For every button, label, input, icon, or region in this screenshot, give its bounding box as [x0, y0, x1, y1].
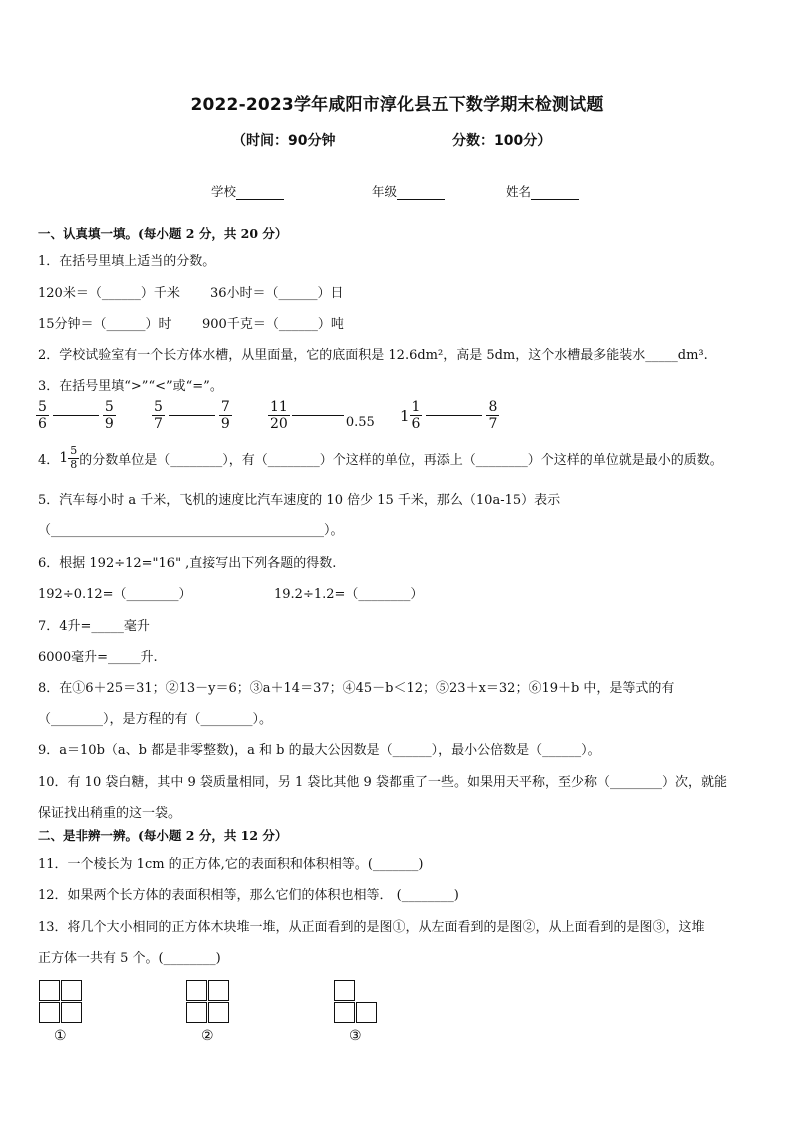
q10-line-2: 保证找出稍重的这一袋。 — [38, 806, 182, 821]
q3-stem: 3．在括号里填“>”“<”或“=”。 — [38, 379, 223, 394]
q8-line-1: 8．在①6＋25＝31；②13－y＝6；③a＋14＝37；④45－b＜12；⑤23＋x＝32；⑥19＋b 中，是等式的有 — [38, 681, 675, 696]
figure-1-front-view — [39, 980, 83, 1024]
q3-p4-right-fraction: $\frac{8}{7}$ — [488, 399, 498, 433]
q3-p1-right-fraction: $\frac{5}{9}$ — [104, 399, 114, 433]
q3-p3-left-fraction: $\frac{11}{20}$ — [270, 399, 288, 433]
grade-blank[interactable] — [397, 199, 445, 200]
q3-p4-left-mixed: 1 $\frac{1}{6}$ — [400, 399, 421, 433]
q3-p4-blank[interactable] — [426, 415, 482, 416]
q2: 2．学校试验室有一个长方体水槽，从里面量，它的底面积是 12.6dm²，高是 5dm，这个水槽最多能装水_____dm³. — [38, 348, 708, 363]
q1-stem: 1．在括号里填上适当的分数。 — [38, 254, 216, 269]
q3-p2-blank[interactable] — [169, 415, 215, 416]
q9: 9．a＝10b（a、b 都是非零整数)，a 和 b 的最大公因数是（______），最小公倍数是（______）。 — [38, 743, 601, 758]
q10-line-1: 10．有 10 袋白糖，其中 9 袋质量相同，另 1 袋比其他 9 袋都重了一些。如果用天平称，至少称（________）次，就能 — [38, 775, 727, 790]
q6-stem: 6．根据 192÷12="16" ,直接写出下列各题的得数. — [38, 556, 337, 571]
q13-line-2: 正方体一共有 5 个。(________) — [38, 951, 221, 966]
q3-pair-3 — [268, 399, 375, 432]
name-label: 姓名 — [506, 184, 532, 199]
q1-b: 36小时＝（______）日 — [210, 286, 344, 301]
q3-p2-right-fraction: $\frac{7}{9}$ — [220, 399, 230, 433]
q3-p1-blank[interactable] — [53, 415, 99, 416]
q7-b: 6000毫升=_____升. — [38, 650, 158, 665]
section-2-heading: 二、是非辨一辨。(每小题 2 分，共 12 分） — [38, 828, 288, 843]
q5-line-2: （__________________________________________）。 — [38, 523, 344, 538]
q11: 11．一个棱长为 1cm 的正方体,它的表面积和体积相等。(_______) — [38, 857, 424, 872]
school-label: 学校 — [211, 184, 237, 199]
q6-a: 192÷0.12=（________） — [38, 587, 192, 602]
q1-d: 900千克＝（______）吨 — [202, 317, 344, 332]
q3-pair-2 — [152, 399, 232, 432]
q4-mixed-number: 1 $\frac{5}{8}$ — [59, 444, 78, 471]
q3-p1-left-fraction: $\frac{5}{6}$ — [38, 399, 47, 433]
exam-score: 分数：100分） — [452, 133, 552, 149]
q4-text: 的分数单位是（________），有（________）个这样的单位，再添上（________）个这样的单位就是最小的质数。 — [79, 452, 723, 468]
q3-pair-1 — [36, 399, 116, 432]
q13-line-1: 13．将几个大小相同的正方体木块堆一堆，从正面看到的是图①，从左面看到的是图②，从上面看到的是图③，这堆 — [38, 920, 705, 935]
figure-3-caption: ③ — [349, 1028, 362, 1044]
school-blank[interactable] — [236, 199, 284, 200]
q1-a: 120米＝（______）千米 — [38, 286, 180, 301]
q3-pair-4 — [400, 399, 499, 432]
grade-field[interactable] — [372, 182, 445, 200]
q6-b: 19.2÷1.2=（________） — [274, 587, 424, 602]
page-title: 2022-2023学年咸阳市淳化县五下数学期末检测试题 — [190, 95, 604, 115]
school-field[interactable] — [211, 182, 284, 200]
q3-p2-left-fraction: $\frac{5}{7}$ — [154, 399, 163, 433]
grade-label: 年级 — [372, 184, 398, 199]
q4-number: 4． — [38, 452, 60, 468]
figure-2-left-view — [186, 980, 230, 1024]
q8-line-2: （________），是方程的有（________）。 — [38, 712, 273, 727]
figure-1-caption: ① — [54, 1028, 67, 1044]
q5-line-1: 5．汽车每小时 a 千米，飞机的速度比汽车速度的 10 倍少 15 千米，那么（10a-15）表示 — [38, 493, 561, 508]
q3-p3-blank[interactable] — [292, 415, 344, 416]
section-1-heading: 一、认真填一填。(每小题 2 分，共 20 分） — [38, 226, 288, 241]
name-field[interactable] — [506, 182, 579, 200]
name-blank[interactable] — [531, 199, 579, 200]
q1-c: 15分钟＝（______）时 — [38, 317, 172, 332]
figure-2-caption: ② — [201, 1028, 214, 1044]
q12: 12．如果两个长方体的表面积相等，那么它们的体积也相等． (________) — [38, 888, 459, 903]
figure-3-top-view — [334, 980, 380, 1024]
q3-p3-right-value: 0.55 — [345, 415, 375, 431]
q4 — [38, 445, 723, 471]
q7-a: 7．4升=_____毫升 — [38, 619, 150, 634]
exam-time: （时间：90分钟 — [232, 133, 336, 149]
